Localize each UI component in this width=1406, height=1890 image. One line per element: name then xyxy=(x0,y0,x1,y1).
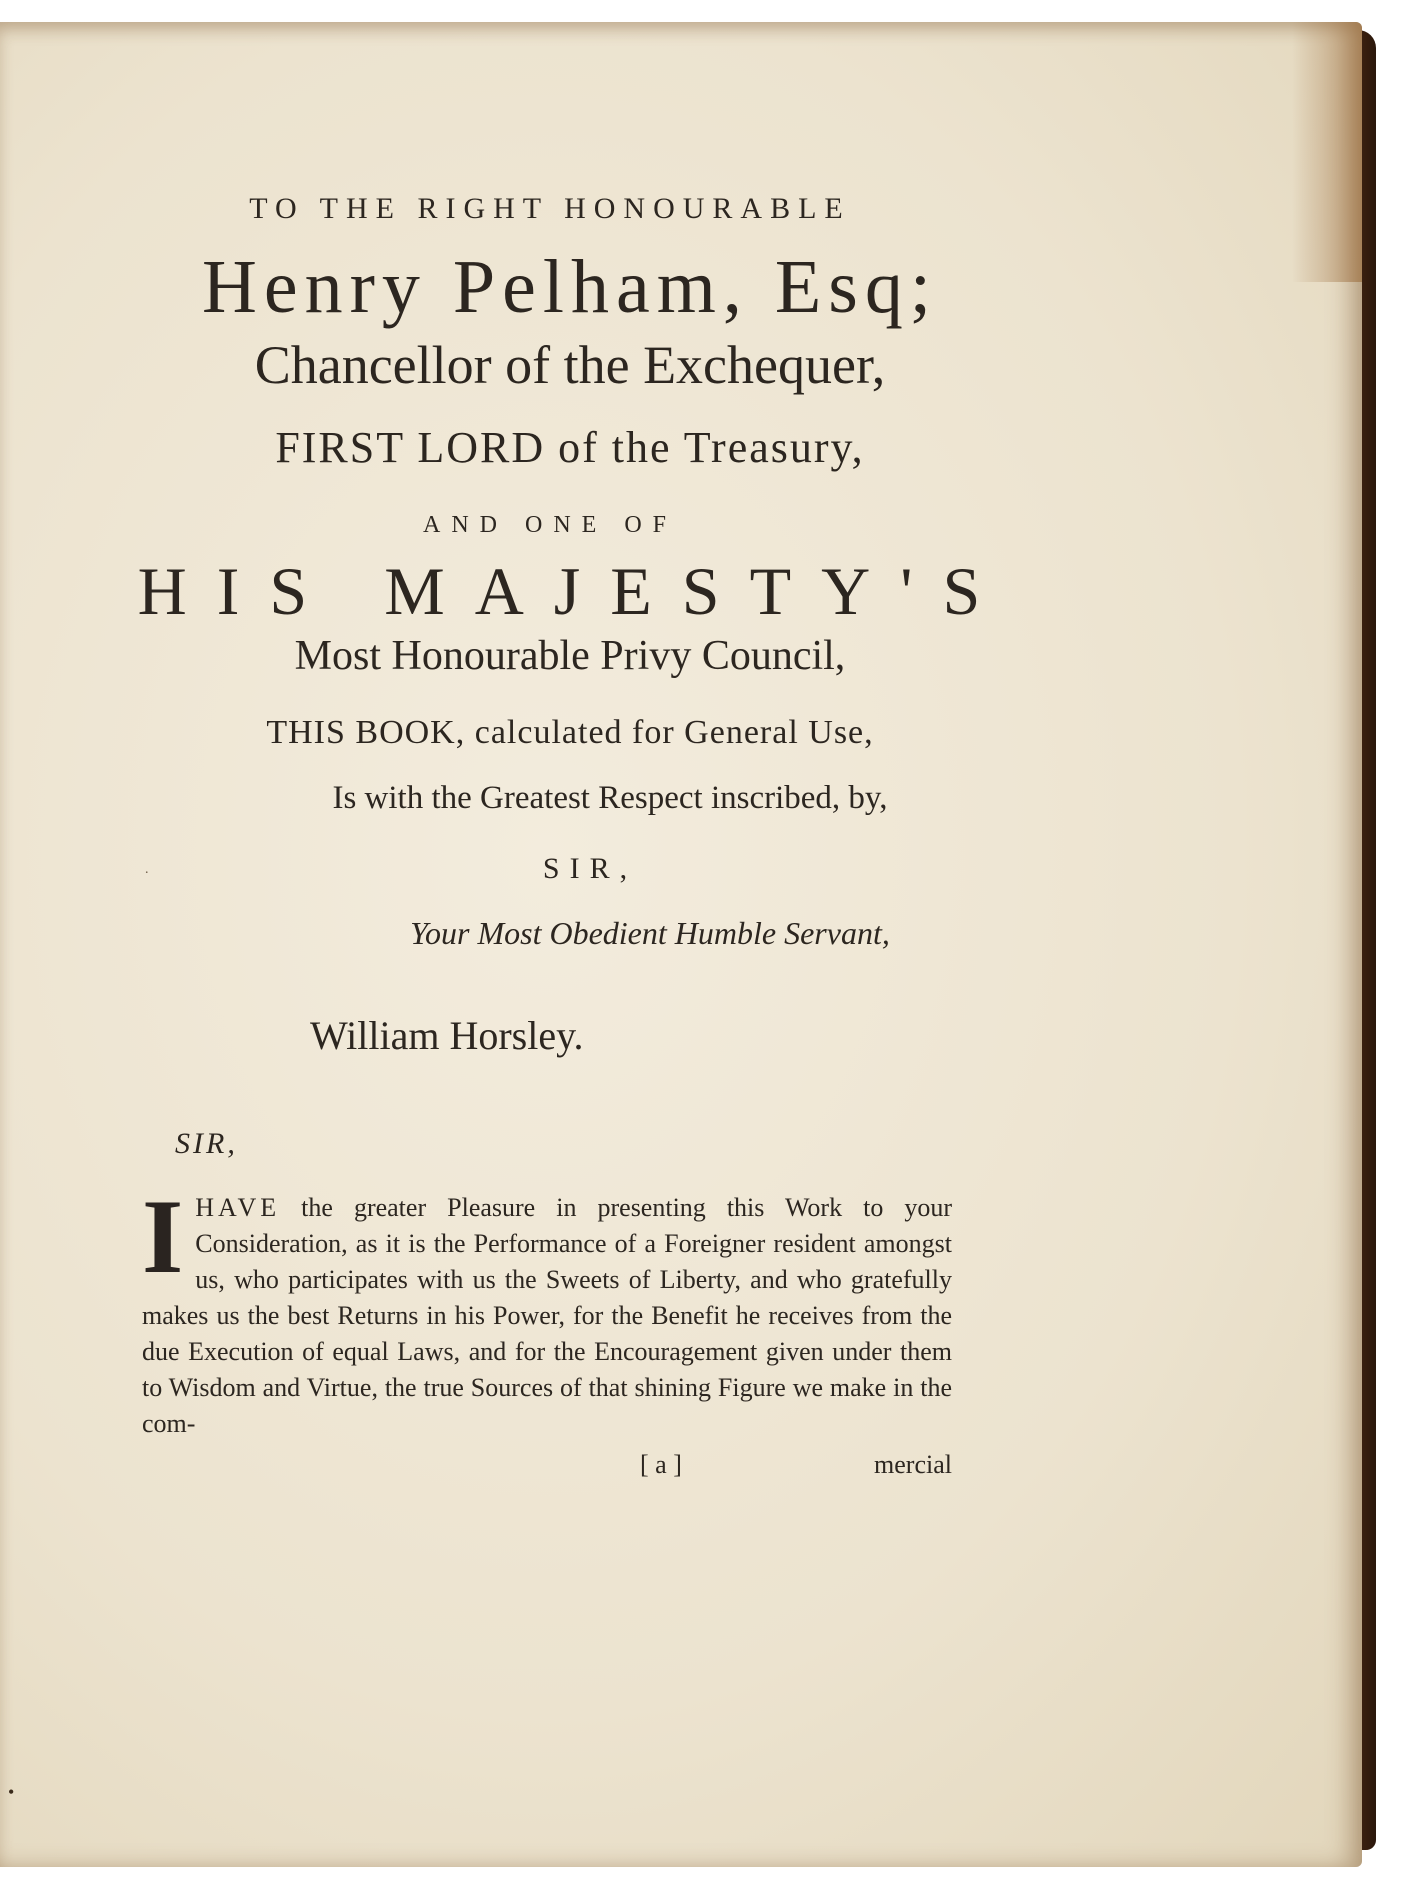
inscribed-line: Is with the Greatest Respect inscribed, by, xyxy=(332,780,888,816)
catchword: mercial xyxy=(874,1450,952,1479)
servant-line: Your Most Obedient Humble Servant, xyxy=(410,915,890,951)
signature-mark: [ a ] xyxy=(640,1450,682,1479)
letter-salutation: SIR, xyxy=(175,1127,238,1160)
drop-cap: I xyxy=(142,1178,184,1295)
dedication-header: TO THE RIGHT HONOURABLE xyxy=(249,192,851,225)
dedication-sir: SIR, xyxy=(542,852,638,885)
recipient-title-treasury: FIRST LORD of the Treasury, xyxy=(275,423,865,472)
page-stain xyxy=(1292,22,1362,282)
opening-caps: HAVE xyxy=(195,1193,281,1222)
margin-mark: • xyxy=(8,1782,15,1802)
recipient-name: Henry Pelham, Esq; xyxy=(201,245,938,329)
book-page xyxy=(0,22,1362,1867)
book-dedication-line: THIS BOOK, calculated for General Use, xyxy=(266,714,874,751)
majesty-heading: HIS MAJESTY'S xyxy=(137,553,1011,629)
letter-paragraph xyxy=(142,1178,953,1442)
dedication-connector: AND ONE OF xyxy=(423,512,677,538)
letter-body-text: the greater Pleasure in presenting this Work to your Consideration, as it is the Performance of a Foreigner resident amongst us, who participates with us the Sweets of Liberty, and who gratefully makes us the best Returns in his Power, for the Benefit he receives from the due Execution of equal Laws, and for the Encouragement given under them to Wisdom and Virtue, the true Sources of that shining Figure we make in the com- xyxy=(142,1193,953,1438)
margin-mark: . xyxy=(145,862,149,877)
recipient-title-chancellor: Chancellor of the Exchequer, xyxy=(254,335,886,395)
letter-body xyxy=(142,1178,953,1442)
privy-council-line: Most Honourable Privy Council, xyxy=(294,633,846,679)
author-signature: William Horsley. xyxy=(310,1013,584,1058)
